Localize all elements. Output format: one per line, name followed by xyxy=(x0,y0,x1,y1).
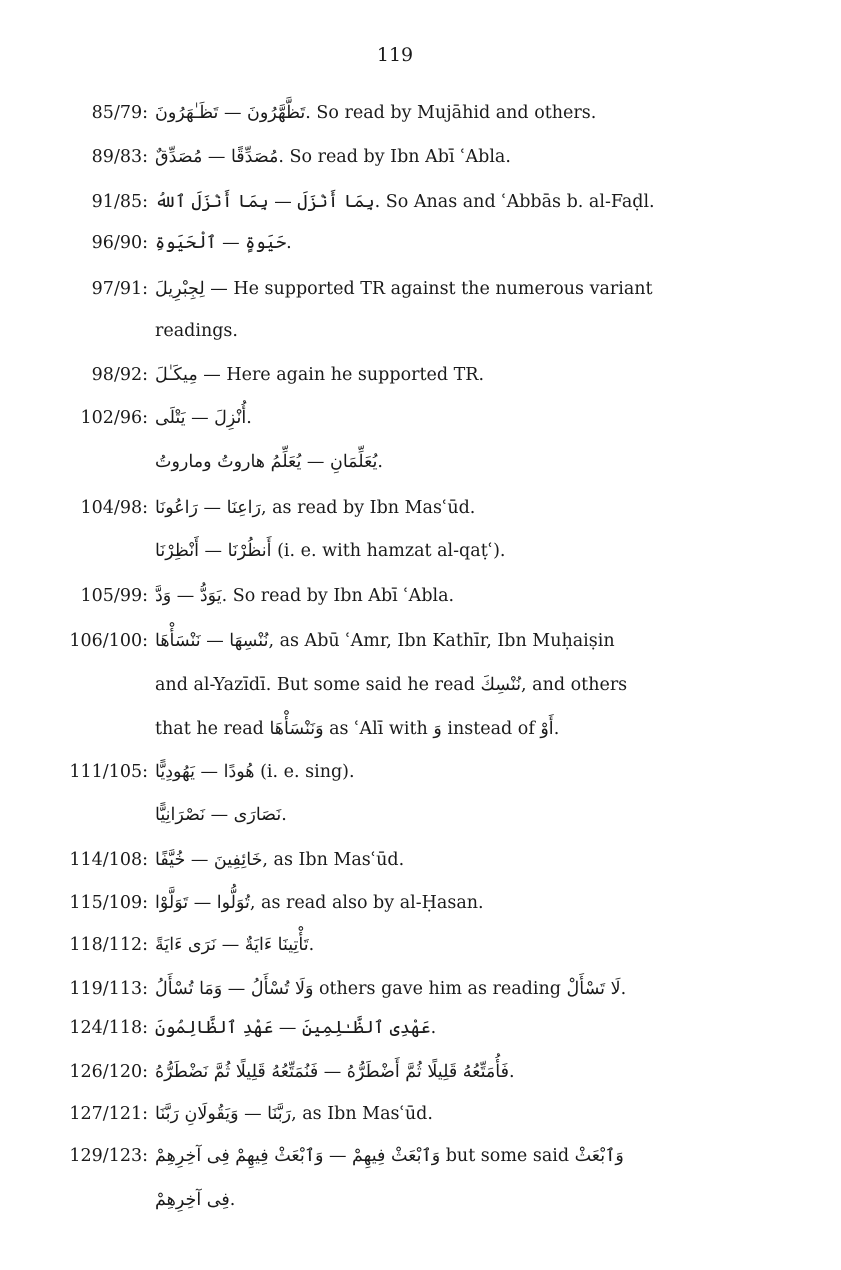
entry-text: بِمَا أَنْزَلَ — بِمَا أَنْزَلَ ٱللهُ. So Anas and ʿAbbās b. al-Faḍl. xyxy=(155,192,655,212)
verse-reference: 106/100: xyxy=(69,631,148,651)
entry-text: عَهْدِى ٱلظَّـٰلِمِينَ — عَهْدِ ٱلظَّالِمُونَ. xyxy=(155,1018,437,1038)
entry-text: هُودًا — يَهُودِيًّا (i. e. sing). xyxy=(155,762,355,782)
entry-text: فَأُمَتِّعُهُ قَلِيلًا ثُمَّ أَضْطَرُّهُ — فَنُمَتِّعُهُ قَلِيلًا ثُمَّ نَضْطَرُّهُ. xyxy=(155,1062,515,1082)
entry-text: and al-Yazīdī. But some said he read نُنْسِكَ, and others xyxy=(155,675,628,695)
verse-reference: 119/113: xyxy=(69,979,148,999)
entry-text: حَيَوةٍ — ٱلْحَيَوةِ. xyxy=(155,233,292,253)
entry-text: وَٱبْعَثْ فِيهِمْ — وَٱبْعَثْ فِيهِمْ فِى آخِرِهِمْ but some said وَٱبْعَثْ xyxy=(155,1146,624,1166)
entry-text: خَائِفِينَ — خُيَّفًا, as Ibn Masʿūd. xyxy=(155,850,405,870)
entry-text: أَنظُرْنَا — أَنْظِرْنَا (i. e. with hamzat al-qaṭʿ). xyxy=(155,541,506,561)
verse-reference: 96/90: xyxy=(91,233,148,253)
entry-text: رَاعِنَا — رَاعُونَا, as read by Ibn Masʿūd. xyxy=(155,498,476,518)
verse-reference: 105/99: xyxy=(80,586,148,606)
verse-reference: 104/98: xyxy=(80,498,148,518)
entry-text: وَلَا تُسْأَلُ — وَمَا تُسْأَلُ others gave him as reading لَا تَسْأَلْ. xyxy=(155,979,627,999)
page-number: 119 xyxy=(376,44,414,66)
entry-text: that he read وَنَنْسَأْهَا as ʿAlī with وَ instead of أَوْ. xyxy=(155,719,560,739)
entry-text: مُصَدِّقًا — مُصَدِّقٌ. So read by Ibn Abī ʿAbla. xyxy=(155,147,511,167)
entry-text: أُنْزِلَ — يَتْلَى. xyxy=(155,408,252,428)
entry-text: readings. xyxy=(155,321,238,341)
entry-text: رَبَّنَا — وَيَقُولَانِ رَبَّنَا, as Ibn Masʿūd. xyxy=(155,1104,433,1124)
verse-reference: 127/121: xyxy=(69,1104,148,1124)
verse-reference: 102/96: xyxy=(80,408,148,428)
entry-text: مِيكَـٰلَ — Here again he supported TR. xyxy=(155,365,485,385)
verse-reference: 124/118: xyxy=(69,1018,148,1038)
verse-reference: 118/112: xyxy=(69,935,148,955)
verse-reference: 115/109: xyxy=(69,893,148,913)
verse-reference: 98/92: xyxy=(91,365,148,385)
verse-reference: 89/83: xyxy=(91,147,148,167)
entry-text: فِى آخِرِهِمْ. xyxy=(155,1190,236,1210)
entry-text: تَأْتِينَا ءَايَةٌ — نَرَى ءَايَةً. xyxy=(155,935,315,955)
verse-reference: 114/108: xyxy=(69,850,148,870)
entry-text: نُنْسِهَا — نَنْسَأْهَا, as Abū ʿAmr, Ibn Kathīr, Ibn Muḥaiṣin xyxy=(155,631,615,651)
entry-text: يَوَدُّ — وَدَّ. So read by Ibn Abī ʿAbla. xyxy=(155,586,455,606)
verse-reference: 111/105: xyxy=(69,762,148,782)
entry-text: لِجِبْرِيلَ — He supported TR against the numerous variant xyxy=(155,279,653,299)
verse-reference: 126/120: xyxy=(69,1062,148,1082)
verse-reference: 129/123: xyxy=(69,1146,148,1166)
entry-text: تُوَلُّوا — تَوَلَّوْا, as read also by al-Ḥasan. xyxy=(155,893,484,913)
entry-text: نَصَارَى — نَصْرَانِيًّا. xyxy=(155,805,287,825)
verse-reference: 91/85: xyxy=(91,192,148,212)
entry-text: يُعَلِّمَانِ — يُعَلِّمُ هاروتُ وماروتُ. xyxy=(155,452,383,472)
verse-reference: 85/79: xyxy=(91,103,148,123)
verse-reference: 97/91: xyxy=(91,279,148,299)
entry-text: تَظَّهَّرُونَ — تَظَـٰهَرُونَ. So read by Mujāhid and others. xyxy=(155,103,597,123)
